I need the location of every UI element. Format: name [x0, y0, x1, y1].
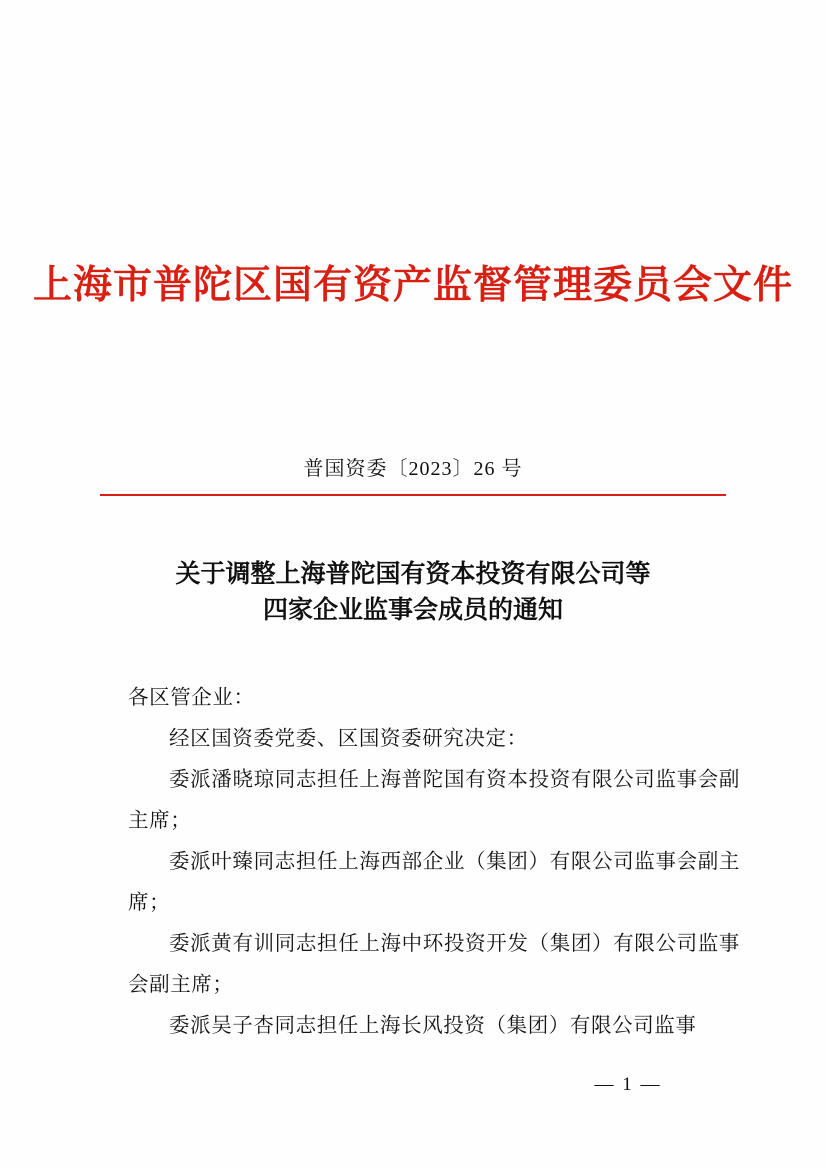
red-divider-line	[100, 494, 726, 496]
body-paragraph: 委派叶臻同志担任上海西部企业（集团）有限公司监事会副主席；	[128, 851, 740, 914]
document-title	[113, 556, 713, 629]
issuing-authority-title: 上海市普陀区国有资产监督管理委员会文件	[32, 262, 793, 308]
page-number-value: — 1 —	[594, 1074, 662, 1095]
document-title-line-2: 四家企业监事会成员的通知	[262, 595, 563, 625]
document-title-line-1: 关于调整上海普陀国有资本投资有限公司等	[175, 559, 651, 588]
body-paragraph: 委派潘晓琼同志担任上海普陀国有资本投资有限公司监事会副主席；	[128, 769, 740, 832]
document-header	[0, 262, 826, 309]
body-paragraph: 委派黄有训同志担任上海中环投资开发（集团）有限公司监事会副主席；	[128, 933, 740, 996]
document-body	[128, 678, 740, 1047]
document-serial-number: 普国资委〔2023〕26 号	[303, 458, 523, 480]
body-paragraph: 各区管企业：	[128, 687, 255, 709]
body-paragraph: 经区国资委党委、区国资委研究决定：	[169, 728, 528, 750]
body-paragraph: 委派吴子杏同志担任上海长风投资（集团）有限公司监事	[169, 1015, 697, 1037]
page-number	[0, 1074, 826, 1096]
